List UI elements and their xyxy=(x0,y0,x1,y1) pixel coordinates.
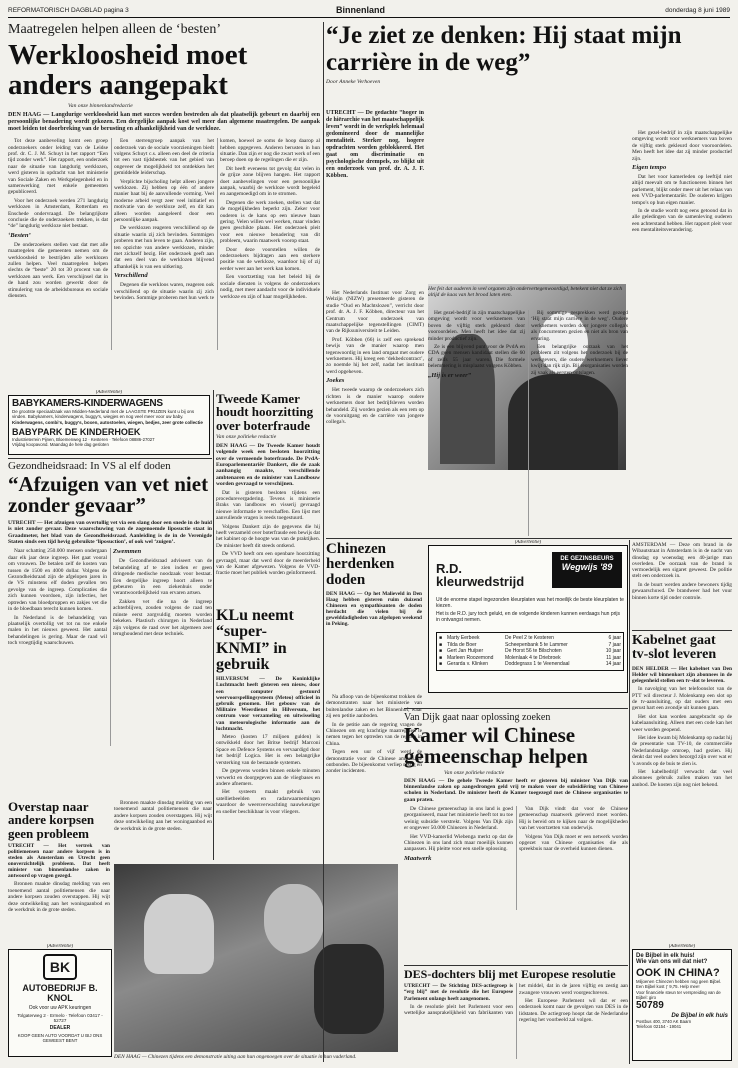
bk-logo-icon xyxy=(43,954,77,980)
winner-name: Gerarda v. Klinken xyxy=(447,661,489,668)
body xyxy=(216,734,320,824)
column-rule xyxy=(323,22,324,1062)
header-paper-name: REFORMATORISCH DAGBLAD pagina 3 xyxy=(8,7,129,14)
paragraph: In de buurt werden andere bewoners tijdig gewaarschuwd. De brandweer had het vuur binnen korte tijd onder controle. xyxy=(632,581,732,601)
ad-address: Tolgaterweg 2 · Ermelo · Telefoon 03417 - 52727 xyxy=(17,1013,103,1023)
article-klu-knmi xyxy=(216,608,320,858)
ad-tel: Telefoon 02154 - 19041 xyxy=(636,1024,682,1029)
ad-label: (Advertentie) xyxy=(46,944,74,949)
ad-autobedrijf xyxy=(8,944,112,1060)
ad-box xyxy=(8,395,210,455)
lead: UTRECHT — De Stichting DES-actiegroep is “erg blij” met de resolutie die het Europese Parlement onlangs heeft aangenomen. xyxy=(404,983,513,1002)
winner-row: ■ Marleen Roozemond Molenlaak 4 te Driebroek 11 jaar xyxy=(439,654,621,661)
winner-age: 7 jaar xyxy=(608,641,621,648)
article-overstap-continued xyxy=(114,800,212,870)
paragraph: Verplichte bijscholing helpt alleen jongere werklozen. Zij hebben op één of andere manier baat bij de aanvullende vorming. Veel moderne arbeid vergt zeer veel initiatief en motivatie van de werkloze zelf, en dit kan alleen worden aangeleerd door een persoonlijke aanpak. xyxy=(114,178,214,224)
paragraph: Tegen een uur of vijf werd de demonstratie voor de Chinese ambassade ontbonden. De bijeenkomst verliep rustig en zonder incidenten. xyxy=(326,749,422,775)
article-des-dochters xyxy=(404,968,628,1064)
body xyxy=(404,806,628,910)
section-rule xyxy=(8,458,212,459)
winner-age: 14 jaar xyxy=(605,661,621,668)
kicker: Van Dijk gaat naar oplossing zoeken xyxy=(404,712,551,723)
section-rule xyxy=(404,965,628,966)
carriere-body-left xyxy=(326,290,424,538)
paragraph: Het idee kwam bij Molenkamp op nadat hij de presentatie van TV-10, de commerciële Nederlandstalige omroep, had gezien. Hij denkt dat veel ouders bezorgd zijn over wat er 's avonds op de buis te zien is. xyxy=(632,734,732,767)
headline: Kabelnet gaat tv-slot leveren xyxy=(632,634,717,663)
ad-highlight: Kinderwagens, combi's, buggy's, boxen, autostoelen, wiegen, bedjes, zeer grote collectie xyxy=(12,420,203,426)
ad-sub: Ook voor uw APK keuringen xyxy=(28,1005,92,1011)
paragraph: Een belangrijke oorzaak van het probleem zit volgens het onderzoek bij de werkgevers, die oudere werknemers liever kwijt dan rijk zijn. Bij reorganisaties worden zij vaak als eersten ontslagen. xyxy=(531,344,628,376)
headline: “Afzuigen van vet niet zonder gevaar” xyxy=(8,472,209,518)
body xyxy=(8,548,212,746)
lead: DEN HELDER — Het kabelnet van Den Helder wil binnenkort zijn abonnees in de gelegenheid stellen een tv-slot te leveren. xyxy=(632,665,732,684)
body xyxy=(632,686,732,894)
article-afzuigen-vet xyxy=(8,460,212,800)
subheading: ‘Besten’ xyxy=(8,231,31,239)
photo-crowd-shape xyxy=(264,884,324,954)
paragraph: Van Dijk vindt dat voor de Chinese gemeenschap maatwerk geleverd moet worden. Hij is bereid om te kijken naar de mogelijkheden van het voortzetten van onderwijs. xyxy=(519,806,628,832)
headline: Tweede Kamer houdt hoorzitting over boterfraude xyxy=(216,392,314,433)
carriere-body-right xyxy=(632,130,732,536)
paragraph: Een sterrengroep aanpak van het onderzoek van de sociale voorzieningen biedt volgens Schuyt c.s. alleen een deel de criteria tot een vast tijdsbestek van het gebied van ongeveer de mogelijkheid tot ontdekken het gemiddelde leiderschap. xyxy=(114,138,214,177)
ad-line2: Wie van ons wil dat niet? xyxy=(636,959,708,965)
winners-list xyxy=(436,632,624,671)
ad-company: BABYPARK DE KINDERHOEK xyxy=(12,426,141,437)
headline: KLu neemt “super-KNMI” in gebruik xyxy=(216,608,294,673)
paragraph: In de studie wordt nog eens getoond dat in alle geledingen van de samenleving ouderen een achterstand hebben. Het rapport pleit voor een mentaliteitsverandering. xyxy=(632,208,732,234)
article-boterfraude xyxy=(216,392,320,604)
ad-description: De grootste speciaalzaak van Midden-Nederland met de LAAGSTE PRIJZEN kunt u bij ons vinden. Babykamers, kinderwagens, buggy's, wiegjes en nog veel meer voor uw baby. xyxy=(12,409,195,420)
subheading: Zwemmen xyxy=(113,548,142,556)
paragraph: In navolging van het telefoonslot van de PTT wil directeur J. Molenkamp een slot op de tv-aansluiting, op dat ouders met een gerust hart een avondje uit kunnen gaan. xyxy=(632,686,732,712)
photo-chinese-demonstration xyxy=(114,864,398,1052)
headline: Chinezen herdenken doden xyxy=(326,542,395,588)
winner-row: ■ Marty Eerbeek De Peel 2 te Kesteren 6 jaar xyxy=(439,635,621,641)
paragraph: Het systeem maakt gebruik van satellietbeelden en radarwaarnemingen waardoor de weersverwachting nauwkeuriger en sneller beschikbaar is voor vliegers. xyxy=(216,789,320,815)
byline: Van onze politieke redactie xyxy=(216,433,277,440)
kicker: Gezondheidsraad: In VS al elf doden xyxy=(8,460,171,472)
winner-row: ■ Gert Jan Huijser De Horst 56 te Bilschoten 10 jaar xyxy=(439,648,621,655)
winner-name: Gert Jan Huijser xyxy=(447,648,484,655)
headline: Kamer wil Chinese gemeenschap helpen xyxy=(404,723,588,769)
carriere-lead xyxy=(326,110,424,288)
article-amsterdam-brand xyxy=(632,542,732,626)
ad-dealer: DEALER xyxy=(49,1025,71,1031)
ad-body: Miljoenen Chinezen hebben nog geen Bijbel. Een Bijbel kost ƒ 9,75. Help mee! xyxy=(636,979,722,989)
body xyxy=(404,983,628,1059)
paragraph: De gegevens worden binnen enkele minuten verwerkt en doorgegeven aan de vliegbases en andere afnemers. xyxy=(216,768,320,787)
winner-address: Scheepenbank 5 te Lammer xyxy=(505,641,568,648)
article-werkloosheid xyxy=(8,22,320,388)
ad-label: (Advertentie) xyxy=(95,390,123,395)
paragraph: Volgens Dankert zijn de gegevens die hij heeft verzameld over boterfraude een bewijs dat het kabinet op de hoogte was van de praktijken. De minister heeft dit steeds ontkend. xyxy=(216,523,320,549)
paragraph: Bronnen maakte dinsdag melding van een toenemend aantal politiemensen die naar andere korpsen zouden overstappen. Hij wijt deze ontwikkeling aan het woningaanbod en de werkdruk in de grote steden. xyxy=(114,800,212,832)
winner-age: 11 jaar xyxy=(606,654,621,661)
body xyxy=(8,138,320,350)
lead: UTRECHT — Het afzuigen van overtollig vet via een slang door een snede in de huid is niet zonder gevaar. Deze waarschuwing van de zogenoemde liposuctie staat in Graadmeter, het blad van de Gezondheidsraad. Aanleiding is de in de Verenigde Staten sinds een tijd hevig gebruikte ‘liposuction’, of ook wel ‘zuigen’. xyxy=(8,519,212,546)
paragraph: Het gezel-bedrijf in zijn maatschappelijke omgeving wordt voor werknemers van boven de vijftig sterk gekleurd door vooroordelen. Men heeft het idee dat zij minder productief zijn. xyxy=(428,310,525,342)
winner-name: Marleen Roozemond xyxy=(447,654,494,661)
ad-title: BABYKAMERS-KINDERWAGENS xyxy=(12,398,163,409)
body xyxy=(8,881,110,921)
paragraph: De werklozen reageren verschillend op de situatie waarin zij zich bevinden. Sommigen proberen met hun leven te gaan. Anderen zijn, ten opzichte van andere werklozen, minder met zichzelf bezig. Het onderzoek geeft aan dat een deel van de werklozen blijvend afhankelijk is van een uitkering. xyxy=(114,225,214,270)
winner-name: Tilda de Boer xyxy=(447,641,477,648)
paragraph: Dat het voor kamerleden op leeftijd niet altijd meevalt om te functioneren binnen het parlement, blijkt onder meer uit het relaas van een VVD-parlementariër. De ouderen krijgen tempo's op hun eigen manier. xyxy=(632,174,732,206)
subheading: Joekes xyxy=(326,377,345,385)
ad-bijbel xyxy=(632,944,732,1064)
paragraph: In de petitie aan de regering vragen de Chinezen om erg krachtige maatregelen te nemen tegen het optreden van de regime in China. xyxy=(326,721,422,747)
body xyxy=(216,490,320,594)
paragraph: Volgens Van Dijk moet er een netwerk worden opgezet van Chinese organisaties die als spreekbuis naar de overheid kunnen dienen. xyxy=(519,833,628,853)
paragraph: Naar schatting 250.000 mensen ondergaan daar elk jaar deze ingreep. Het gaat vooral om vrouwen. De betalen zelf de kosten van tussen de 1500 en 4000 dollar. Volgens de Gezondheidsraad zijn de afgelopen jaren in de VS minstens elf doden gevallen ten gevolge van de ingreep. Complicaties die zich kunnen voordoen, zijn infecties, het optreden van bloedproppen en zakjes vet die in de bloedbaan terecht kunnen komen. xyxy=(8,548,107,613)
photo-crowd-shape xyxy=(144,894,214,974)
paragraph: Door deze voorstellen willen de onderzoekers bijdragen aan een sterkere positie van de werkloze, waardoor hij of zij eerder weer aan het werk kan komen. xyxy=(220,246,320,272)
paragraph: Het gezel-bedrijf in zijn maatschappelijke omgeving wordt voor werknemers van boven de vijftig sterk gekleurd door vooroordelen. Men heeft het idee dat zij minder productief zijn. xyxy=(632,130,732,162)
lead: HILVERSUM — De Koninklijke Luchtmacht heeft gisteren een nieuw, door een computer gestuurd weervoorspellingsysteem (Meteo) officieel in gebruik genomen. Het gebouw van de Militaire Weerdienst in Hilversum, het centrum voor verzameling en uitwisseling van meteorologische informatie aan de luchtmacht. xyxy=(216,676,320,732)
paragraph: Het kabelbedrijf verwacht dat veel abonnees gebruik zullen maken van het aanbod. De kosten zijn nog niet bekend. xyxy=(632,769,732,788)
byline: Van onze binnenlandredactie xyxy=(68,103,133,110)
winner-address: Doddegrass 1 te Veenendaal xyxy=(505,661,570,668)
photo-crowd-shape xyxy=(314,944,384,1034)
paragraph: Voor het onderzoek werden 271 langdurig werklozen in Amsterdam, Rotterdam en Enschede ondervraagd. De belangrijkste conclusie die de onderzoekers trekken, is dat “de” langdurig werkloze niet bestaat. xyxy=(8,197,108,230)
column-rule xyxy=(629,540,630,1064)
paragraph: Bronnen maakte dinsdag melding van een toenemend aantal politiemensen die naar andere korpsen zouden overstappen. Hij wijt deze ontwikkeling aan het woningaanbod en de werkdruk in de grote steden. xyxy=(8,881,110,913)
paragraph: Ze is een blijvend punt voor de PvdA en CDA geen mensen kandidaat stellen die 60 of zelfs 55 jaar waren. Die formele belemmering is misplaatst volgens Köbben. xyxy=(428,344,525,370)
lead: UTRECHT — Het vertrek van politiemensen naar andere korpsen is in steden als Amsterdam en Utrecht geen onoverzichtelijk probleem. Dat heeft minister van binnenlandse zaken in antwoord op vragen gezegd. xyxy=(8,842,110,880)
winner-name: Marty Eerbeek xyxy=(447,635,480,641)
paragraph: Het Nederlands Instituut voor Zorg en Welzijn (NIZW) presenteerde gisteren de studie “Oud en Machtslozen”, verricht door prof. dr. A. J. F. Köbben, directeur van het Centrum voor onderzoek van maatschappelijke tegenstellingen (CIMT) van de Rijksuniversiteit te Leiden. xyxy=(326,290,424,335)
paragraph: De onderzoekers stellen vast dat met alle maatregelen die gemeenten nemen om de werkloosheid te bestrijden alle werklozen zullen helpen. Veel maatregelen helpen slechts de “beste” 20 tot 30 procent van de werklozen aan werk. Een verschijnsel dat in de hand zou worden gewerkt door de stimulering van de arbeidsbureaus en sociale diensten. xyxy=(8,241,108,300)
ad-intro: Uit de enorme stapel ingezonden kleurplaten was het moeilijk de beste kleurplaten te kiezen. xyxy=(436,597,624,609)
ad-cta: OOK IN CHINA? xyxy=(636,967,720,979)
headline: “Je ziet ze denken: Hij staat mijn carrière in de weg” xyxy=(326,22,682,76)
ad-address: Industrieterrein Pijnen, Bloemenweg 12 · Kesteren · Telefoon 08886-27027 xyxy=(12,436,155,442)
paragraph: Het tweede waarop de onderzoekers zich richten is de manier waarop oudere werknemers door het bedrijfsleven worden behandeld. Zij worden gezien als een rem op de vooruitgang en de carrière van jongere collega's. xyxy=(326,387,424,426)
ad-giro-label: Voor financiële steun ter verspreiding van de Bijbel: giro xyxy=(636,990,721,1000)
ad-title: R.D. kleurwedstrijd xyxy=(436,561,525,589)
ad-org: De Bijbel in elk huis xyxy=(671,1013,728,1019)
byline: Door Anneke Verhoeven xyxy=(326,79,381,85)
ad-label: (Advertentie) xyxy=(668,944,696,949)
header-date: donderdag 8 juni 1989 xyxy=(665,7,730,14)
paragraph: Meteo (kosten 17 miljoen gulden) is ontwikkeld door het Britse bedrijf Marconi Space en Defence Systems en vervaardigd door het bedrijf Logica. Het is een belangrijke versterking van de bestaande systemen. xyxy=(216,734,320,766)
header-section: Binnenland xyxy=(336,5,385,15)
paragraph: Het VVD-kamerlid Wiebenga merkt op dat de Chinezen in ons land zich maar moeilijk kunnen aanpassen. Hij pleitte voor een snelle oplossing. xyxy=(404,833,513,853)
section-rule xyxy=(404,708,628,709)
paragraph: Zakken vet die na de ingreep achterblijven, zouden volgens de raad ten minste eerst zorgvuldig moeten worden bekeken. Plastisch chirurgen in Nederland zijn volgens de raad over het algemeen zeer terughoudend met deze techniek. xyxy=(113,598,212,637)
lead: AMSTERDAM — Deze om brand in de Wibautstraat in Amsterdam is in de nacht van dinsdag op woensdag een 40-jarige man overleden. De oorzaak van de brand is vermoedelijk een sigaret geweest. De politie stelt een onderzoek in. xyxy=(632,542,732,580)
lead: DEN HAAG — De Tweede Kamer houdt volgende week een besloten hoorzitting over de vermeende boterfraude. De PvdA-Europarlementariër Dankert, die de zaak aanhangig maakte, verschillende ambtenaren en de minister van Landbouw worden gevraagd te verschijnen. xyxy=(216,442,320,488)
subheading: Eigen tempo xyxy=(632,164,667,172)
paragraph: Een voortzetting van het beleid bij de sociale diensten is volgens de onderzoekers nodig, met meer aandacht voor de individuele werkloze en zijn of haar mogelijkheden. xyxy=(220,274,320,300)
winner-row: ■ Tilda de Boer Scheepenbank 5 te Lammer 7 jaar xyxy=(439,641,621,648)
ad-label: (Advertentie) xyxy=(514,540,542,545)
lead: UTRECHT — De gedachte “hoger in de hiërarchie van het maatschappelijk leven” wordt in de werkplek helemaal gedomineerd door de mannelijke mentaliteit. Sterker nog, hogere opdrachten worden geblokkeerd. Het gaat om discriminatie en psychologische drempels, zo blijkt uit een onderzoek van prof. dr. A. J. F. Köbben. xyxy=(326,110,424,179)
bk-logo-text: BK xyxy=(49,959,71,975)
paragraph: Na afloop van de bijeenkomst trokken de demonstranten naar het ministerie van buitenlandse zaken en het Binnenhof, waar zij een petitie aanboden. xyxy=(326,694,422,720)
paragraph: In de resolutie pleit het Parlement voor een wettelijke aansprakelijkheid van fabrikanten van het middel, dat in de jaren vijftig en zestig aan zwangere vrouwen werd voorgeschreven. xyxy=(404,983,628,1017)
ad-box xyxy=(8,949,112,1057)
brand-name: DE GEZINSBEURS xyxy=(560,556,614,562)
paragraph: De Gezondheidsraad adviseert van de behandeling af te zien indien er geen dringende medische noodzaak voor bestaat. Een dergelijke ingreep hoort alleen te gebeuren in een ziekenhuis onder verantwoordelijkheid van ervaren artsen. xyxy=(113,558,212,597)
lead: DEN HAAG — Op het Malieveld in Den Haag hebben gisteren ruim duizend Chinezen en sympathisanten de doden herdacht die vielen bij de gewelddadigheden van afgelopen weekend in Peking. xyxy=(326,590,422,628)
ad-extra: Vrijdag koopavond. Maandag de hele dag gesloten xyxy=(12,441,109,447)
ad-extra: KOOP GEEN AUTO VOORDAT U BIJ ONS GEWEEST BENT xyxy=(17,1033,103,1043)
paragraph: Degenen die werk zoeken, stellen vast dat de mogelijkheden beperkt zijn. Zeker voor ouderen is de kans op een nieuwe baan gering. Velen willen wel werken, maar vinden geen geschikte plaats. Het onderzoek pleit voor een nieuwe benadering van dit probleem, waarin maatwerk voorop staat. xyxy=(220,199,320,245)
gezinsbeurs-logo xyxy=(552,552,622,588)
article-chinezen-herdenken xyxy=(326,542,422,694)
paragraph: In Nederland is de behandeling van plaatselijk overtollig vet tot nu toe enkele malen in het nieuws geweest. Het aantal behandelingen is gering. Maar de raad wil toch vroegtijdig waarschuwen. xyxy=(8,614,107,647)
paragraph: Bij sommige gesprekken werd gezegd ‘Hij staat mijn carrière in de weg’. Oudere werknemers worden door jongere collega's als concurrenten gezien en niet als bron van ervaring. xyxy=(531,310,628,342)
ad-address: Postbus 400, 3740 AK Baarn xyxy=(636,1019,692,1024)
headline: Werkloosheid moet anders aangepakt xyxy=(8,39,248,101)
winner-address: De Horst 56 te Bilschoten xyxy=(505,648,562,655)
photo-caption: Het feit dat ouderen in veel organen zijn ondervertegenwoordigd, betekent niet dat ze zich altijd de kaas van het brood laten eten. xyxy=(428,286,623,299)
paragraph: Prof. Köbben (66) is zelf een sprekend bewijs van de manier waarop men tegenwoordig in een land omgaat met oudere werknemers. Hij kreeg een ‘dekbedcontract’, zo noemde hij het zelf, nadat het instituut werd opgeheven. xyxy=(326,336,424,375)
winner-row: ■ Gerarda v. Klinken Doddegrass 1 te Veenendaal 14 jaar xyxy=(439,661,621,668)
paragraph: Het slot kan worden aangebracht op de kabelaansluiting. Alleen met een code kan het weer worden geopend. xyxy=(632,713,732,733)
paragraph: Tot deze aanbeveling komt een groep onderzoekers onder leiding van de Leidse prof. dr. C. J. M. Schuyt in het rapport “Een tijd zonder werk”. Het rapport, een onderzoek naar de situatie van langdurig werklozen, werd gisteren in opdracht van het ministerie van Sociale Zaken en Werkgelegenheid en in samenwerking met enkele gemeenten gepubliceerd. xyxy=(8,138,108,196)
paragraph: Het Europese Parlement wil dat er een onderzoek komt naar de gevolgen van DES in de lidstaten. De actiegroep hoopt dat de Nederlandse regering het voorbeeld zal volgen. xyxy=(519,998,628,1024)
ad-intro2: Het is de R.D. jury toch gelukt, en de volgende kinderen kunnen eerdaags hun prijs in ontvangst nemen. xyxy=(436,611,621,623)
headline: Overstap naar andere korpsen geen probleem xyxy=(8,800,95,841)
kicker: Maatregelen helpen alleen de ‘besten’ xyxy=(8,22,222,37)
ad-title: AUTOBEDRIJF B. KNOL xyxy=(22,983,98,1003)
paragraph: De VVD heeft om een openbare hoorzitting gevraagd, maar dat werd door de meerderheid van de Kamer afgewezen. Volgens de VVD-fractie moet het publiek worden geïnformeerd. xyxy=(216,551,320,577)
carriere-body-middle xyxy=(428,310,628,536)
section-rule xyxy=(632,630,732,631)
paragraph: Dat is gisteren besloten tijdens een procedurevergadering. Tevens is ministerie Braks van landbouw en visserij gevraagd nieuwe informatie te verschaffen. Een lijst met aanvullende vragen is reeds toegestuurd. xyxy=(216,489,320,522)
ad-box xyxy=(632,949,732,1061)
ad-giro: 50789 xyxy=(636,1000,664,1011)
paragraph: Degenen die werkloos waren, reageren ook verschillend op de situatie waarin zij zich bevinden. Sommige proberen met hun werk te komen, hoewel ze soms de hoop daarop al hebben opgegeven. Anderen berusten in hun situatie. Dan zijn er nog die zwart werk of een beroep doen op de regelingen die er zijn. xyxy=(114,138,320,302)
winner-address: Molenlaak 4 te Driebroek xyxy=(505,654,561,661)
column-rule xyxy=(213,390,214,860)
winner-address: De Peel 2 te Kesteren xyxy=(505,635,554,641)
headline: DES-dochters blij met Europese resolutie xyxy=(404,968,616,981)
article-kabelnet xyxy=(632,634,732,940)
brand-slogan: Wegwijs '89 xyxy=(561,562,613,572)
ad-babykamers xyxy=(8,390,210,456)
byline: Van onze politieke redactie xyxy=(444,769,505,776)
subheading: Verschillend xyxy=(114,272,148,280)
ad-line1: De Bijbel in elk huis! xyxy=(636,953,695,959)
photo-caption: DEN HAAG — Chinezen tijdens een demonstratie uiting aan hun ongenoegen over de situatie in hun vaderland. xyxy=(114,1054,357,1060)
subheading: „Hij is er weer” xyxy=(428,371,472,379)
winner-age: 6 jaar xyxy=(608,635,621,641)
lead: DEN HAAG — De gehele Tweede Kamer heeft er gisteren bij minister Van Dijk van binnenlandse zaken op aangedrongen geld vrij te maken voor de subsidiëring van Chinese scholen in Nederland. De minister heeft de Kamer toegezegd met de Chinese organisaties te gaan praten. xyxy=(404,777,628,803)
article-chinese-gemeenschap xyxy=(404,712,628,966)
lead: DEN HAAG — Langdurige werkloosheid kan met succes worden bestreden als dat plaatselijk gebeurt en daarbij een persoonlijke benadering wordt gekozen. Een dergelijke aanpak kost wel meer dan algemene maatregelen. De aanpak moet leiden tot doorbreking van de berusting en afhankelijkheid van de werkloze. xyxy=(8,112,320,133)
article-overstap xyxy=(8,800,110,944)
paragraph: De Chinese gemeenschap in ons land is goed georganiseerd, maar het ministerie heeft tot nu toe weinig subsidie verstrekt. Volgens Van Dijk zijn er ongeveer 50.000 Chinezen in Nederland. xyxy=(404,806,513,832)
subheading: Maatwerk xyxy=(404,854,432,862)
page-header xyxy=(8,4,730,18)
section-rule xyxy=(326,538,732,539)
paragraph: Dit heeft eveneens tot gevolg dat velen in de grijze zone blijven hangen. Het rapport doet aanbevelingen voor een persoonlijke aanpak, waarbij de werkloze wordt begeleid en aangemoedigd om in te stromen. xyxy=(220,165,320,198)
ad-kleurwedstrijd xyxy=(428,540,628,696)
ad-box xyxy=(428,545,628,693)
winner-age: 10 jaar xyxy=(605,648,621,655)
